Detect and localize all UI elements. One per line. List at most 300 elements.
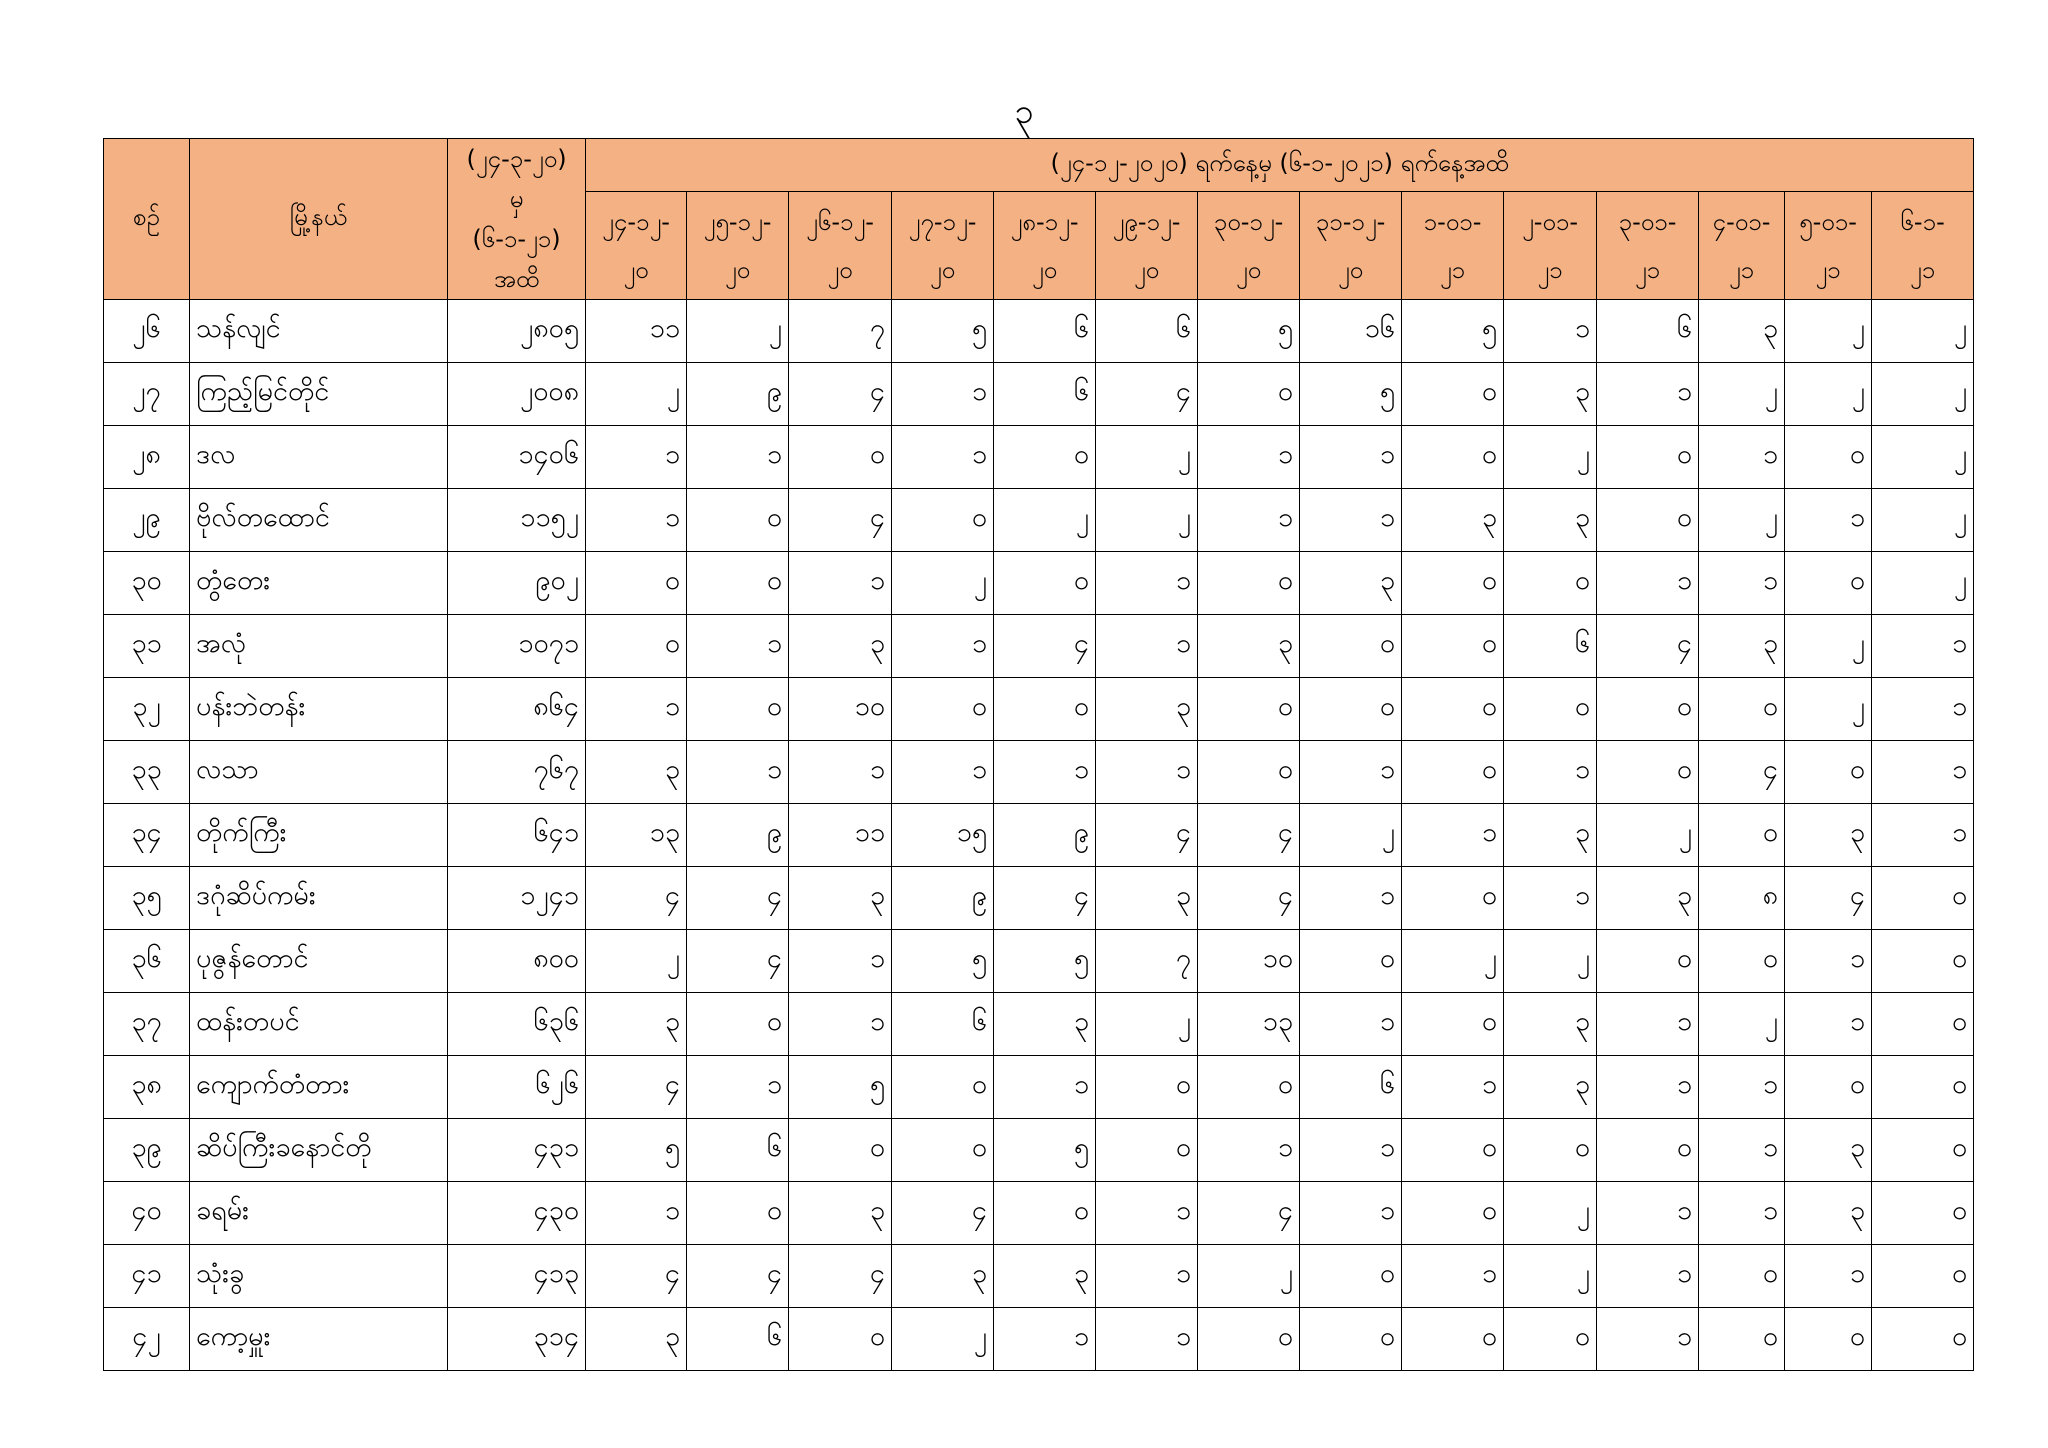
cumulative-total-cell: ၈၀၀: [448, 930, 586, 993]
township-name-cell: တွံတေး: [190, 552, 448, 615]
daily-count-cell: ၁: [687, 426, 789, 489]
daily-count-cell: ၂: [1096, 993, 1198, 1056]
daily-count-cell: ၃: [789, 1182, 892, 1245]
daily-count-cell: ၁: [892, 615, 994, 678]
table-row: [104, 489, 1974, 552]
daily-count-cell: ၉: [687, 804, 789, 867]
daily-count-cell: ၆: [687, 1119, 789, 1182]
daily-count-cell: ၀: [1872, 1119, 1974, 1182]
daily-count-cell: ၁: [1096, 1308, 1198, 1371]
daily-count-cell: ၃: [994, 1245, 1096, 1308]
daily-count-cell: ၀: [1300, 1308, 1402, 1371]
serial-no-cell: ၃၃: [104, 741, 190, 804]
header-township: မြို့နယ်: [190, 139, 448, 300]
daily-count-cell: ၁: [1504, 300, 1597, 363]
daily-count-cell: ၂: [1096, 426, 1198, 489]
daily-count-cell: ၁: [892, 363, 994, 426]
daily-count-cell: ၁: [1402, 1245, 1504, 1308]
township-name-cell: ပန်းဘဲတန်း: [190, 678, 448, 741]
daily-count-cell: ၀: [1402, 741, 1504, 804]
daily-count-cell: ၁: [1872, 741, 1974, 804]
daily-count-cell: ၁: [1785, 993, 1872, 1056]
daily-count-cell: ၃: [1300, 552, 1402, 615]
township-name-cell: အလုံ: [190, 615, 448, 678]
daily-count-cell: ၀: [1198, 363, 1300, 426]
daily-count-cell: ၁: [1699, 1056, 1785, 1119]
daily-count-cell: ၀: [1300, 1245, 1402, 1308]
daily-count-cell: ၀: [1402, 678, 1504, 741]
header-date-4: ၂၇-၁၂- ၂၀: [892, 192, 994, 300]
daily-count-cell: ၁: [1096, 1245, 1198, 1308]
daily-count-cell: ၀: [789, 426, 892, 489]
table-row: [104, 993, 1974, 1056]
daily-count-cell: ၂: [1785, 300, 1872, 363]
daily-count-cell: ၂: [1872, 363, 1974, 426]
daily-count-cell: ၁: [892, 741, 994, 804]
cumulative-total-cell: ၄၃၁: [448, 1119, 586, 1182]
township-name-cell: ခရမ်း: [190, 1182, 448, 1245]
daily-count-cell: ၀: [687, 1182, 789, 1245]
daily-count-cell: ၁: [586, 1182, 687, 1245]
daily-count-cell: ၂: [1699, 993, 1785, 1056]
daily-count-cell: ၅: [892, 300, 994, 363]
header-cumulative-range: (၂၄-၃-၂၀) မှ (၆-၁-၂၁) အထိ: [448, 139, 586, 300]
serial-no-cell: ၃၉: [104, 1119, 190, 1182]
daily-count-cell: ၁: [1300, 993, 1402, 1056]
header-date-5: ၂၈-၁၂- ၂၀: [994, 192, 1096, 300]
daily-count-cell: ၁: [1402, 1056, 1504, 1119]
daily-count-cell: ၄: [1096, 363, 1198, 426]
table-row: [104, 1119, 1974, 1182]
daily-count-cell: ၀: [1198, 678, 1300, 741]
daily-count-cell: ၀: [1402, 1119, 1504, 1182]
township-name-cell: ဒလ: [190, 426, 448, 489]
table-row: [104, 1245, 1974, 1308]
daily-count-cell: ၀: [994, 552, 1096, 615]
daily-count-cell: ၁: [1699, 426, 1785, 489]
daily-count-cell: ၀: [1198, 741, 1300, 804]
daily-count-cell: ၀: [1699, 930, 1785, 993]
daily-count-cell: ၁၅: [892, 804, 994, 867]
daily-count-cell: ၁: [1402, 804, 1504, 867]
daily-count-cell: ၃: [1504, 804, 1597, 867]
daily-count-cell: ၂: [1096, 489, 1198, 552]
header-date-10: ၂-၀၁- ၂၁: [1504, 192, 1597, 300]
daily-count-cell: ၀: [687, 993, 789, 1056]
daily-count-cell: ၂: [892, 552, 994, 615]
daily-count-cell: ၁: [1785, 1245, 1872, 1308]
daily-count-cell: ၁: [1785, 489, 1872, 552]
table-row: [104, 426, 1974, 489]
covid-cases-table: [103, 138, 1974, 1371]
daily-count-cell: ၁၃: [1198, 993, 1300, 1056]
daily-count-cell: ၀: [1096, 1119, 1198, 1182]
daily-count-cell: ၄: [687, 930, 789, 993]
serial-no-cell: ၃၁: [104, 615, 190, 678]
daily-count-cell: ၅: [1300, 363, 1402, 426]
daily-count-cell: ၀: [1402, 363, 1504, 426]
cumulative-total-cell: ၆၂၆: [448, 1056, 586, 1119]
serial-no-cell: ၂၆: [104, 300, 190, 363]
daily-count-cell: ၀: [1872, 867, 1974, 930]
daily-count-cell: ၄: [1699, 741, 1785, 804]
daily-count-cell: ၄: [1096, 804, 1198, 867]
daily-count-cell: ၁: [1597, 1245, 1699, 1308]
daily-count-cell: ၄: [687, 867, 789, 930]
cumulative-total-cell: ၉၀၂: [448, 552, 586, 615]
serial-no-cell: ၄၁: [104, 1245, 190, 1308]
serial-no-cell: ၃၀: [104, 552, 190, 615]
daily-count-cell: ၀: [1785, 552, 1872, 615]
daily-count-cell: ၇: [1096, 930, 1198, 993]
daily-count-cell: ၀: [1402, 1308, 1504, 1371]
header-date-1: ၂၄-၁၂- ၂၀: [586, 192, 687, 300]
daily-count-cell: ၃: [1699, 300, 1785, 363]
daily-count-cell: ၉: [687, 363, 789, 426]
daily-count-cell: ၀: [1402, 1182, 1504, 1245]
table-row: [104, 678, 1974, 741]
daily-count-cell: ၀: [1300, 615, 1402, 678]
serial-no-cell: ၂၇: [104, 363, 190, 426]
daily-count-cell: ၃: [1096, 867, 1198, 930]
daily-count-cell: ၀: [1198, 1308, 1300, 1371]
township-name-cell: ဗိုလ်တထောင်: [190, 489, 448, 552]
township-name-cell: တိုက်ကြီး: [190, 804, 448, 867]
daily-count-cell: ၂: [994, 489, 1096, 552]
daily-count-cell: ၂: [1872, 426, 1974, 489]
daily-count-cell: ၆: [892, 993, 994, 1056]
daily-count-cell: ၅: [994, 1119, 1096, 1182]
daily-count-cell: ၂: [586, 363, 687, 426]
daily-count-cell: ၁: [1300, 867, 1402, 930]
daily-count-cell: ၁: [1872, 678, 1974, 741]
daily-count-cell: ၁: [1597, 1182, 1699, 1245]
serial-no-cell: ၂၉: [104, 489, 190, 552]
daily-count-cell: ၆: [994, 363, 1096, 426]
daily-count-cell: ၁၆: [1300, 300, 1402, 363]
daily-count-cell: ၀: [789, 1308, 892, 1371]
daily-count-cell: ၂: [1785, 678, 1872, 741]
page-number: ၃: [1014, 92, 1034, 132]
daily-count-cell: ၀: [892, 1056, 994, 1119]
daily-count-cell: ၃: [789, 615, 892, 678]
daily-count-cell: ၁: [1597, 363, 1699, 426]
table-header: [104, 139, 1974, 300]
daily-count-cell: ၀: [687, 489, 789, 552]
cumulative-total-cell: ၄၁၃: [448, 1245, 586, 1308]
cumulative-total-cell: ၃၁၄: [448, 1308, 586, 1371]
daily-count-cell: ၁: [586, 678, 687, 741]
daily-count-cell: ၃: [1198, 615, 1300, 678]
daily-count-cell: ၀: [1402, 867, 1504, 930]
daily-count-cell: ၉: [892, 867, 994, 930]
daily-count-cell: ၃: [586, 1308, 687, 1371]
daily-count-cell: ၀: [1597, 741, 1699, 804]
serial-no-cell: ၄၂: [104, 1308, 190, 1371]
daily-count-cell: ၀: [1402, 552, 1504, 615]
daily-count-cell: ၆: [687, 1308, 789, 1371]
daily-count-cell: ၁: [1872, 804, 1974, 867]
daily-count-cell: ၀: [1699, 804, 1785, 867]
header-date-6: ၂၉-၁၂- ၂၀: [1096, 192, 1198, 300]
daily-count-cell: ၁: [1597, 1056, 1699, 1119]
daily-count-cell: ၅: [1402, 300, 1504, 363]
serial-no-cell: ၂၈: [104, 426, 190, 489]
cumulative-total-cell: ၁၀၇၁: [448, 615, 586, 678]
header-date-14: ၆-၁- ၂၁: [1872, 192, 1974, 300]
daily-count-cell: ၀: [1504, 552, 1597, 615]
header-date-3: ၂၆-၁၂- ၂၀: [789, 192, 892, 300]
township-name-cell: ဒဂုံဆိပ်ကမ်း: [190, 867, 448, 930]
daily-count-cell: ၁: [1597, 552, 1699, 615]
daily-count-cell: ၀: [1597, 489, 1699, 552]
daily-count-cell: ၁: [687, 1056, 789, 1119]
daily-count-cell: ၈: [1699, 867, 1785, 930]
township-name-cell: ကော့မှူး: [190, 1308, 448, 1371]
serial-no-cell: ၄၀: [104, 1182, 190, 1245]
daily-count-cell: ၁: [1785, 930, 1872, 993]
daily-count-cell: ၁: [1198, 426, 1300, 489]
cumulative-total-cell: ၆၄၁: [448, 804, 586, 867]
cumulative-total-cell: ၁၂၄၁: [448, 867, 586, 930]
daily-count-cell: ၃: [586, 993, 687, 1056]
daily-count-cell: ၀: [1504, 1308, 1597, 1371]
daily-count-cell: ၃: [1504, 993, 1597, 1056]
daily-count-cell: ၄: [1198, 1182, 1300, 1245]
serial-no-cell: ၃၆: [104, 930, 190, 993]
daily-count-cell: ၃: [1504, 1056, 1597, 1119]
daily-count-cell: ၂: [1785, 615, 1872, 678]
daily-count-cell: ၉: [994, 804, 1096, 867]
daily-count-cell: ၃: [1597, 867, 1699, 930]
daily-count-cell: ၀: [1504, 678, 1597, 741]
daily-count-cell: ၁: [1198, 1119, 1300, 1182]
daily-count-cell: ၀: [892, 678, 994, 741]
daily-count-cell: ၆: [1504, 615, 1597, 678]
header-date-11: ၃-၀၁- ၂၁: [1597, 192, 1699, 300]
daily-count-cell: ၂: [1504, 1182, 1597, 1245]
daily-count-cell: ၀: [1096, 1056, 1198, 1119]
daily-count-cell: ၅: [892, 930, 994, 993]
daily-count-cell: ၂: [1872, 489, 1974, 552]
daily-count-cell: ၄: [994, 615, 1096, 678]
daily-count-cell: ၁: [994, 741, 1096, 804]
daily-count-cell: ၁: [1300, 1182, 1402, 1245]
daily-count-cell: ၀: [1872, 1056, 1974, 1119]
daily-count-cell: ၃: [1402, 489, 1504, 552]
daily-count-cell: ၁: [1597, 993, 1699, 1056]
header-date-12: ၄-၀၁- ၂၁: [1699, 192, 1785, 300]
daily-count-cell: ၀: [1872, 1245, 1974, 1308]
daily-count-cell: ၀: [994, 678, 1096, 741]
daily-count-cell: ၁: [586, 426, 687, 489]
daily-count-cell: ၀: [1699, 678, 1785, 741]
daily-count-cell: ၀: [1699, 1245, 1785, 1308]
daily-count-cell: ၄: [1597, 615, 1699, 678]
township-name-cell: ကြည့်မြင်တိုင်: [190, 363, 448, 426]
daily-count-cell: ၆: [994, 300, 1096, 363]
serial-no-cell: ၃၅: [104, 867, 190, 930]
serial-no-cell: ၃၇: [104, 993, 190, 1056]
daily-count-cell: ၆: [1096, 300, 1198, 363]
table-row: [104, 1056, 1974, 1119]
daily-count-cell: ၁၀: [1198, 930, 1300, 993]
daily-count-cell: ၂: [1699, 363, 1785, 426]
daily-count-cell: ၁: [789, 552, 892, 615]
daily-count-cell: ၀: [994, 1182, 1096, 1245]
daily-count-cell: ၄: [789, 1245, 892, 1308]
daily-count-cell: ၃: [892, 1245, 994, 1308]
header-date-span-title: (၂၄-၁၂-၂၀၂၀) ရက်နေ့မှ (၆-၁-၂၀၂၁) ရက်နေ့အထိ: [586, 139, 1974, 192]
daily-count-cell: ၁၃: [586, 804, 687, 867]
daily-count-cell: ၂: [1402, 930, 1504, 993]
daily-count-cell: ၁: [1872, 615, 1974, 678]
cumulative-total-cell: ၇၆၇: [448, 741, 586, 804]
table-row: [104, 615, 1974, 678]
daily-count-cell: ၁: [1096, 552, 1198, 615]
header-date-8: ၃၁-၁၂- ၂၀: [1300, 192, 1402, 300]
daily-count-cell: ၀: [1597, 1119, 1699, 1182]
cumulative-total-cell: ၁၁၅၂: [448, 489, 586, 552]
daily-count-cell: ၂: [1597, 804, 1699, 867]
daily-count-cell: ၀: [1699, 1308, 1785, 1371]
daily-count-cell: ၀: [1872, 1182, 1974, 1245]
daily-count-cell: ၀: [1402, 993, 1504, 1056]
cumulative-total-cell: ၆၃၆: [448, 993, 586, 1056]
daily-count-cell: ၁: [789, 741, 892, 804]
daily-count-cell: ၄: [789, 489, 892, 552]
daily-count-cell: ၀: [1872, 993, 1974, 1056]
daily-count-cell: ၀: [1872, 1308, 1974, 1371]
daily-count-cell: ၀: [1597, 426, 1699, 489]
daily-count-cell: ၇: [789, 300, 892, 363]
daily-count-cell: ၄: [687, 1245, 789, 1308]
daily-count-cell: ၄: [789, 363, 892, 426]
daily-count-cell: ၁: [789, 993, 892, 1056]
daily-count-cell: ၁: [687, 615, 789, 678]
township-name-cell: ဆိပ်ကြီးခနောင်တို: [190, 1119, 448, 1182]
daily-count-cell: ၃: [1785, 804, 1872, 867]
table-row: [104, 741, 1974, 804]
daily-count-cell: ၅: [1198, 300, 1300, 363]
cumulative-total-cell: ၄၃၀: [448, 1182, 586, 1245]
daily-count-cell: ၁: [586, 489, 687, 552]
daily-count-cell: ၃: [994, 993, 1096, 1056]
daily-count-cell: ၁: [1300, 426, 1402, 489]
daily-count-cell: ၀: [687, 678, 789, 741]
daily-count-cell: ၁: [1198, 489, 1300, 552]
daily-count-cell: ၂: [687, 300, 789, 363]
daily-count-cell: ၀: [586, 615, 687, 678]
daily-count-cell: ၁: [1096, 615, 1198, 678]
daily-count-cell: ၂: [1872, 300, 1974, 363]
serial-no-cell: ၃၄: [104, 804, 190, 867]
daily-count-cell: ၁: [1096, 1182, 1198, 1245]
daily-count-cell: ၀: [1785, 1308, 1872, 1371]
daily-count-cell: ၀: [1785, 1056, 1872, 1119]
serial-no-cell: ၃၂: [104, 678, 190, 741]
daily-count-cell: ၃: [1504, 489, 1597, 552]
township-name-cell: ထန်းတပင်: [190, 993, 448, 1056]
daily-count-cell: ၂: [1198, 1245, 1300, 1308]
header-date-2: ၂၅-၁၂- ၂၀: [687, 192, 789, 300]
daily-count-cell: ၀: [789, 1119, 892, 1182]
daily-count-cell: ၀: [1785, 741, 1872, 804]
table-row: [104, 867, 1974, 930]
daily-count-cell: ၀: [586, 552, 687, 615]
daily-count-cell: ၁: [1699, 552, 1785, 615]
daily-count-cell: ၆: [1300, 1056, 1402, 1119]
daily-count-cell: ၁: [892, 426, 994, 489]
daily-count-cell: ၁: [1504, 741, 1597, 804]
daily-count-cell: ၄: [586, 867, 687, 930]
daily-count-cell: ၀: [1597, 678, 1699, 741]
daily-count-cell: ၀: [1504, 1119, 1597, 1182]
daily-count-cell: ၀: [1198, 1056, 1300, 1119]
daily-count-cell: ၁: [1300, 489, 1402, 552]
header-date-13: ၅-၀၁- ၂၁: [1785, 192, 1872, 300]
daily-count-cell: ၁: [1300, 741, 1402, 804]
daily-count-cell: ၀: [1402, 426, 1504, 489]
daily-count-cell: ၁: [1300, 1119, 1402, 1182]
daily-count-cell: ၂: [1504, 426, 1597, 489]
daily-count-cell: ၀: [1785, 426, 1872, 489]
header-serial-no: စဉ်: [104, 139, 190, 300]
daily-count-cell: ၁: [789, 930, 892, 993]
cumulative-total-cell: ၈၆၄: [448, 678, 586, 741]
daily-count-cell: ၀: [1872, 930, 1974, 993]
daily-count-cell: ၁၁: [789, 804, 892, 867]
daily-count-cell: ၆: [1597, 300, 1699, 363]
township-name-cell: သန်လျင်: [190, 300, 448, 363]
daily-count-cell: ၃: [586, 741, 687, 804]
daily-count-cell: ၅: [994, 930, 1096, 993]
daily-count-cell: ၁: [1699, 1119, 1785, 1182]
daily-count-cell: ၀: [1300, 930, 1402, 993]
table-row: [104, 804, 1974, 867]
township-name-cell: ပုဇွန်တောင်: [190, 930, 448, 993]
daily-count-cell: ၀: [892, 489, 994, 552]
daily-count-cell: ၁: [1699, 1182, 1785, 1245]
daily-count-cell: ၄: [892, 1182, 994, 1245]
cumulative-total-cell: ၁၄၀၆: [448, 426, 586, 489]
daily-count-cell: ၂: [1504, 930, 1597, 993]
daily-count-cell: ၄: [1785, 867, 1872, 930]
daily-count-cell: ၃: [1785, 1182, 1872, 1245]
daily-count-cell: ၀: [994, 426, 1096, 489]
daily-count-cell: ၃: [1785, 1119, 1872, 1182]
daily-count-cell: ၁၁: [586, 300, 687, 363]
daily-count-cell: ၄: [994, 867, 1096, 930]
daily-count-cell: ၂: [1872, 552, 1974, 615]
daily-count-cell: ၀: [892, 1119, 994, 1182]
cumulative-total-cell: ၂၈၀၅: [448, 300, 586, 363]
table-row: [104, 363, 1974, 426]
township-name-cell: ကျောက်တံတား: [190, 1056, 448, 1119]
table-row: [104, 1182, 1974, 1245]
daily-count-cell: ၂: [586, 930, 687, 993]
table-body: [104, 300, 1974, 1371]
daily-count-cell: ၂: [1504, 1245, 1597, 1308]
daily-count-cell: ၂: [1300, 804, 1402, 867]
daily-count-cell: ၁: [1597, 1308, 1699, 1371]
header-date-9: ၁-၀၁- ၂၁: [1402, 192, 1504, 300]
daily-count-cell: ၀: [1198, 552, 1300, 615]
daily-count-cell: ၀: [1402, 615, 1504, 678]
daily-count-cell: ၄: [1198, 867, 1300, 930]
daily-count-cell: ၃: [1504, 363, 1597, 426]
daily-count-cell: ၀: [687, 552, 789, 615]
